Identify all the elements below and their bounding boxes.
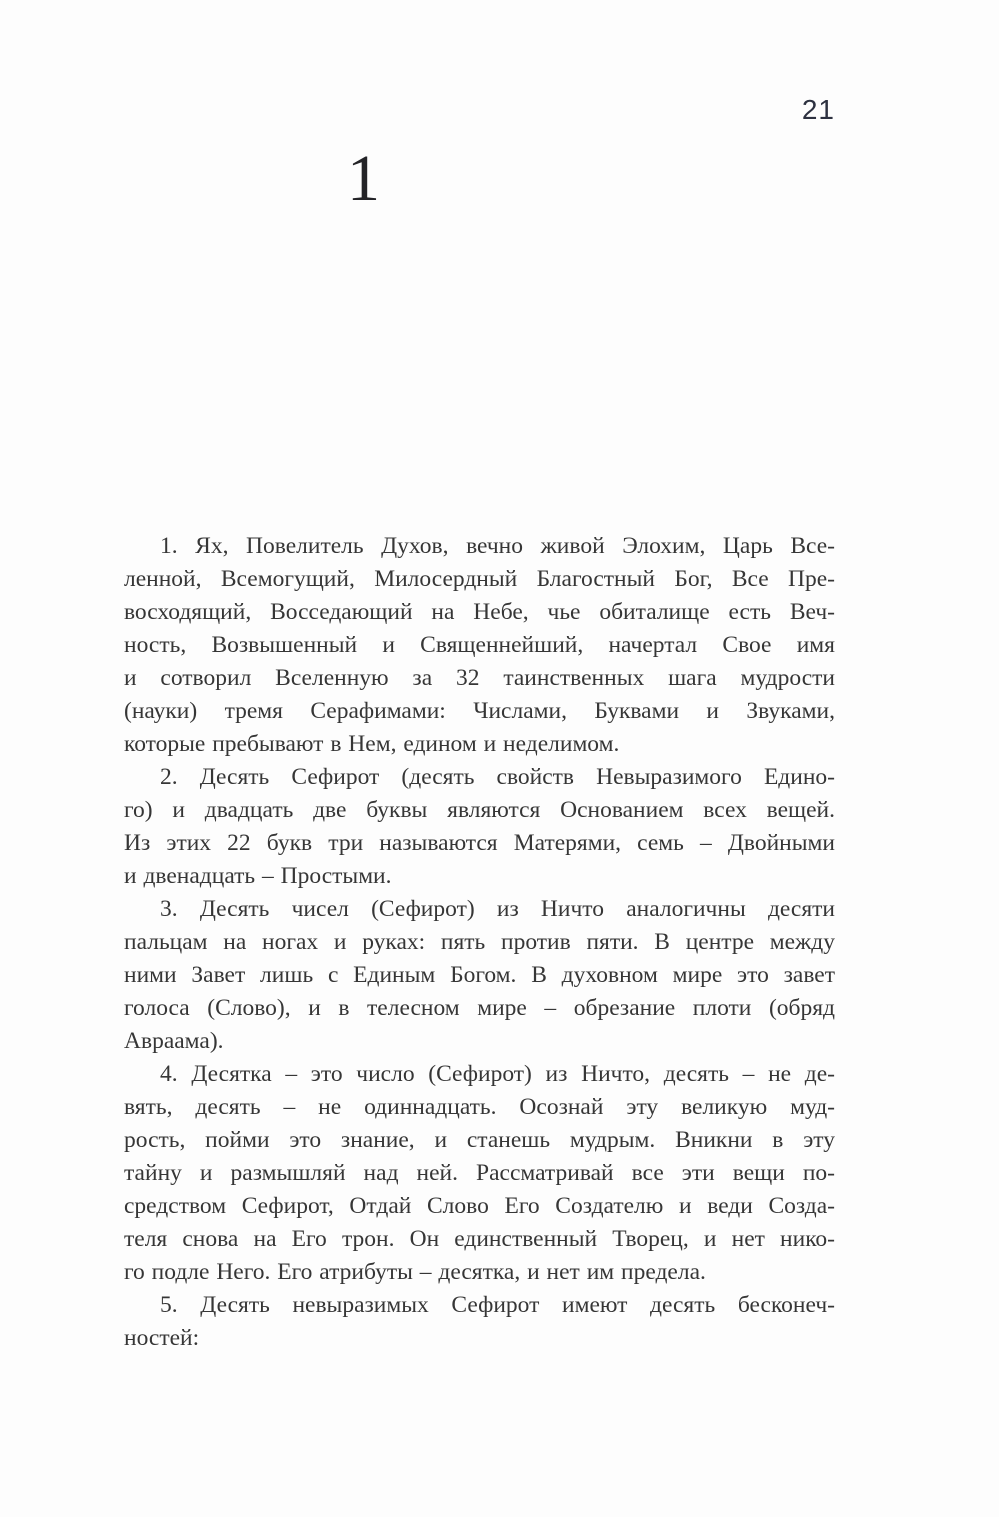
text-line: (науки) тремя Серафимами: Числами, Буквами и Звуками, <box>124 698 835 724</box>
text-line: вять, десять – не одиннадцать. Осознай эту великую муд- <box>124 1094 835 1120</box>
text-line: 5. Десять невыразимых Сефирот имеют десять бесконеч- <box>160 1292 835 1318</box>
text-line: 3. Десять чисел (Сефирот) из Ничто аналогичны десяти <box>160 896 835 922</box>
text-line: тайну и размышляй над ней. Рассматривай все эти вещи по- <box>124 1160 835 1186</box>
text-line: ленной, Всемогущий, Милосердный Благостный Бог, Все Пре- <box>124 566 835 592</box>
text-line: Авраама). <box>124 1028 224 1054</box>
paragraph-1 <box>124 530 835 761</box>
text-line: и двенадцать – Простыми. <box>124 863 392 889</box>
text-line: ностей: <box>124 1325 200 1351</box>
text-line: рость, пойми это знание, и станешь мудрым. Вникни в эту <box>124 1127 835 1153</box>
text-line: 2. Десять Сефирот (десять свойств Невыразимого Едино- <box>160 764 835 790</box>
text-line: Из этих 22 букв три называются Матерями, семь – Двойными <box>124 830 835 856</box>
paragraph-2 <box>124 761 835 893</box>
text-line: ними Завет лишь с Единым Богом. В духовном мире это завет <box>124 962 835 988</box>
text-line: 1. Ях, Повелитель Духов, вечно живой Элохим, Царь Все- <box>160 533 835 559</box>
text-line: теля снова на Его трон. Он единственный Творец, и нет нико- <box>124 1226 835 1252</box>
body-text <box>124 530 835 1355</box>
text-line: го подле Него. Его атрибуты – десятка, и нет им предела. <box>124 1259 706 1285</box>
text-line: пальцам на ногах и руках: пять против пяти. В центре между <box>124 929 835 955</box>
text-line: которые пребывают в Нем, едином и неделимом. <box>124 731 620 757</box>
text-line: ность, Возвышенный и Священнейший, начертал Свое имя <box>124 632 835 658</box>
text-line: голоса (Слово), и в телесном мире – обрезание плоти (обряд <box>124 995 835 1021</box>
text-line: го) и двадцать две буквы являются Основанием всех вещей. <box>124 797 835 823</box>
paragraph-3 <box>124 893 835 1058</box>
page-number: 21 <box>801 94 835 125</box>
chapter-number: 1 <box>347 142 380 215</box>
text-line: восходящий, Восседающий на Небе, чье обиталище есть Веч- <box>124 599 835 625</box>
text-line: и сотворил Вселенную за 32 таинственных шага мудрости <box>124 665 835 691</box>
paragraph-5 <box>124 1289 835 1355</box>
text-line: средством Сефирот, Отдай Слово Его Создателю и веди Созда- <box>124 1193 835 1219</box>
text-line: 4. Десятка – это число (Сефирот) из Ничто, десять – не де- <box>160 1061 835 1087</box>
paragraph-4 <box>124 1058 835 1289</box>
